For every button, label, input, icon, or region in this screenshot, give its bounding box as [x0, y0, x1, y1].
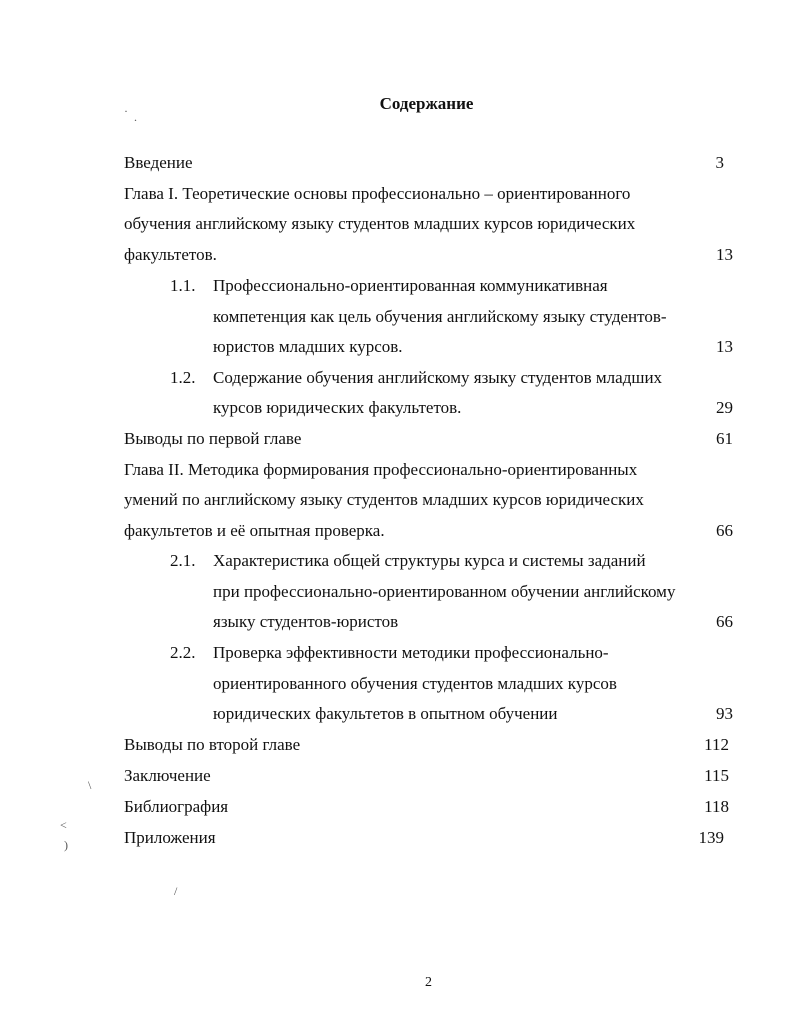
toc-ch1-line-2: обучения английскому языку студентов младших курсов юридических: [124, 214, 636, 233]
toc-s21-line-3: языку студентов-юристов: [213, 612, 399, 631]
toc-s12-page: 29: [716, 398, 733, 417]
toc-ch2-line-2: умений по английскому языку студентов младших курсов юридических: [124, 490, 644, 509]
toc-appendices-label: Приложения: [124, 828, 216, 847]
toc-s21-page: 66: [716, 612, 733, 631]
toc-s12-line-1: Содержание обучения английскому языку студентов младших: [213, 368, 663, 387]
toc-s22-line-3: юридических факультетов в опытном обучении: [213, 704, 558, 723]
toc-ch1-line-1: Глава I. Теоретические основы профессионально – ориентированного: [124, 184, 631, 203]
toc-s22-page: 93: [716, 704, 733, 723]
toc-s22-line-2: ориентированного обучения студентов младших курсов: [213, 674, 617, 693]
toc-bibliography-page: 118: [704, 797, 729, 816]
scan-speck: <: [60, 818, 67, 832]
toc-s11-line-1: Профессионально-ориентированная коммуникативная: [213, 276, 608, 295]
toc-s22-number: 2.2.: [170, 643, 196, 662]
toc-s12-number: 1.2.: [170, 368, 196, 387]
scan-speck: .: [134, 110, 137, 124]
toc-conclusion-label: Заключение: [124, 766, 211, 785]
toc-ch1-line-3: факультетов.: [124, 245, 217, 264]
toc-s11-number: 1.1.: [170, 276, 196, 295]
toc-concl2-page: 112: [704, 735, 729, 754]
toc-concl2-label: Выводы по второй главе: [124, 735, 301, 754]
toc-s12-line-2: курсов юридических факультетов.: [213, 398, 462, 417]
toc-ch1-page: 13: [716, 245, 733, 264]
toc-s22-line-1: Проверка эффективности методики профессионально-: [213, 643, 609, 662]
scan-speck: \: [88, 778, 92, 792]
toc-s21-line-1: Характеристика общей структуры курса и системы заданий: [213, 551, 646, 570]
toc-concl1-page: 61: [716, 429, 733, 448]
toc-s11-line-3: юристов младших курсов.: [213, 337, 403, 356]
toc-conclusion-page: 115: [704, 766, 729, 785]
toc-s21-line-2: при профессионально-ориентированном обучении английскому: [213, 582, 676, 601]
toc-concl1-label: Выводы по первой главе: [124, 429, 302, 448]
toc-bibliography-label: Библиография: [124, 797, 229, 816]
toc-ch2-line-1: Глава II. Методика формирования профессионально-ориентированных: [124, 460, 638, 479]
toc-appendices-page: 139: [698, 828, 724, 847]
toc-s21-number: 2.1.: [170, 551, 196, 570]
toc-s11-page: 13: [716, 337, 733, 356]
toc-s11-line-2: компетенция как цель обучения английскому языку студентов-: [213, 307, 667, 326]
toc-ch2-page: 66: [716, 521, 733, 540]
toc-ch2-line-3: факультетов и её опытная проверка.: [124, 521, 385, 540]
page-title: Содержание: [379, 94, 474, 113]
toc-intro-page: 3: [715, 153, 724, 172]
toc-intro-label: Введение: [124, 153, 193, 172]
scan-speck: ·: [124, 104, 128, 118]
scan-speck: /: [174, 884, 178, 898]
page-number: 2: [425, 975, 432, 990]
scan-speck: ): [64, 838, 68, 852]
